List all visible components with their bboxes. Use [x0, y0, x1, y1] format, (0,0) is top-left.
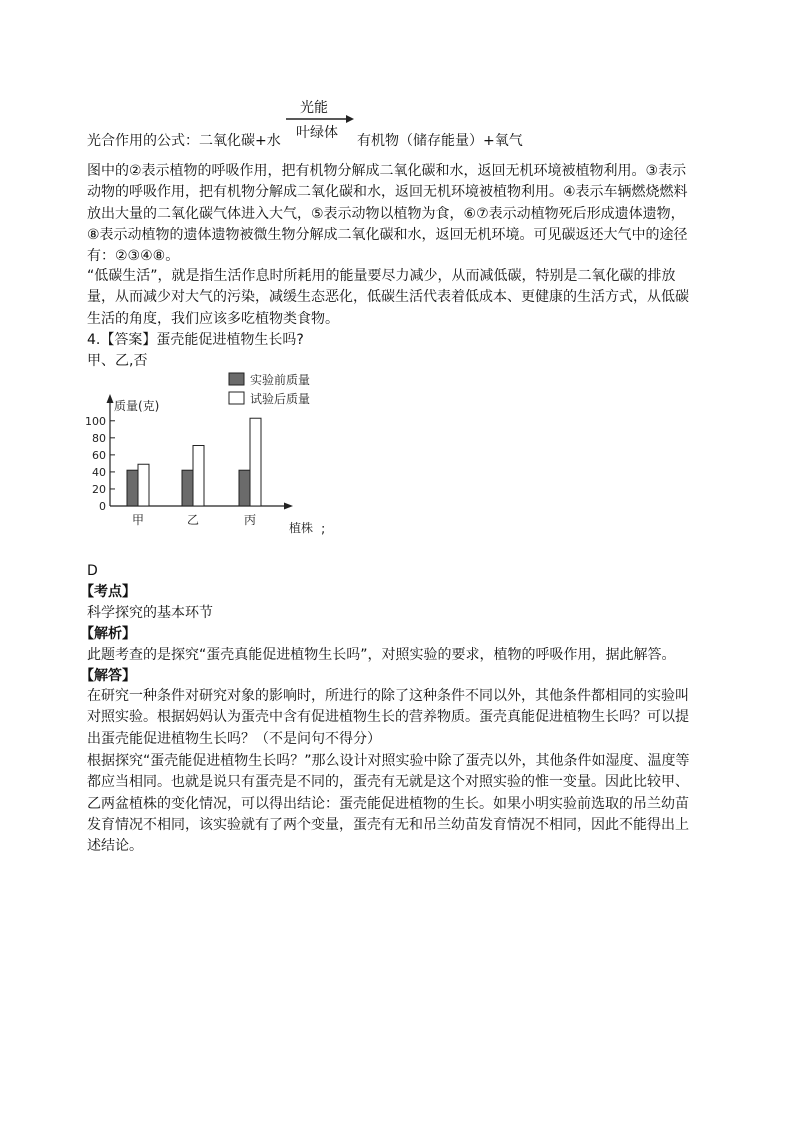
- jiexi-heading: 【解析】: [80, 626, 136, 642]
- y-axis-arrow-icon: [107, 394, 114, 403]
- bar-before: [239, 470, 250, 506]
- y-tick-label: 40: [92, 465, 106, 479]
- legend-swatch-after: [229, 392, 244, 404]
- answer-groups: 甲、乙,否: [87, 353, 148, 369]
- paragraph-low-carbon: [87, 266, 697, 330]
- x-axis-title: 植株: [289, 521, 314, 535]
- mass-bar-chart: [85, 366, 345, 538]
- bar-after: [250, 418, 261, 506]
- formula-below-arrow: 叶绿体: [296, 125, 338, 141]
- kaodian-text: 科学探究的基本环节: [87, 605, 213, 621]
- category-label: 乙: [186, 513, 200, 527]
- answer-line: 4.【答案】蛋壳能促进植物生长吗?: [87, 332, 304, 348]
- paragraph-carbon-cycle: [87, 161, 697, 267]
- formula-prefix: 光合作用的公式：二氧化碳+水: [87, 133, 281, 149]
- legend-swatch-before: [229, 373, 244, 385]
- y-tick-label: 0: [99, 500, 106, 513]
- category-label: 丙: [243, 513, 257, 527]
- bar-before: [127, 470, 138, 506]
- jieda-paragraph-2: [87, 751, 697, 857]
- legend-label-after: 试验后质量: [250, 392, 311, 406]
- answer-option: D: [87, 563, 98, 579]
- legend-label-before: 实验前质量: [250, 373, 311, 387]
- paragraph-text: 图中的②表示植物的呼吸作用，把有机物分解成二氧化碳和水，返回无机环境被植物利用。③表示动物的呼吸作用，把有机物分解成二氧化碳和水，返回无机环境被植物利用。④表示车辆燃烧燃料放出大量的二氧化碳气体进入大气，⑤表示动物以植物为食，⑥⑦表示动植物死后形成遗体遗物，⑧表示动植物的遗体遗物被微生物分解成二氧化碳和水，返回无机环境。可见碳返还大气中的途径有：②③④⑧。: [87, 163, 688, 265]
- paragraph-text: “低碳生活”，就是指生活作息时所耗用的能量要尽力减少，从而减低碳，特别是二氧化碳的排放量，从而减少对大气的污染，减缓生态恶化，低碳生活代表着低成本、更健康的生活方式，从低碳生活的角度，我们应该多吃植物类食物。: [87, 268, 689, 327]
- bar-after: [138, 464, 149, 506]
- formula-above-arrow: 光能: [300, 100, 328, 116]
- category-label: 甲: [131, 513, 145, 527]
- chart-semicolon: ;: [321, 522, 326, 537]
- y-axis-title: 质量(克): [114, 399, 160, 413]
- kaodian-heading: 【考点】: [80, 584, 136, 600]
- jieda-paragraph-1: [87, 686, 697, 750]
- bar-before: [182, 470, 193, 506]
- x-axis-arrow-icon: [284, 503, 293, 510]
- y-tick-label: 80: [92, 431, 106, 445]
- jieda-heading: 【解答】: [80, 668, 136, 684]
- jiexi-text: 此题考查的是探究“蛋壳真能促进植物生长吗”，对照实验的要求，植物的呼吸作用，据此解答。: [87, 647, 676, 663]
- y-tick-label: 60: [92, 448, 106, 462]
- y-tick-label: 100: [85, 414, 106, 428]
- paragraph-text: 在研究一种条件对研究对象的影响时，所进行的除了这种条件不同以外，其他条件都相同的实验叫对照实验。根据妈妈认为蛋壳中含有促进植物生长的营养物质。蛋壳真能促进植物生长吗？可以提出蛋壳能促进植物生长吗？（不是问句不得分）: [87, 688, 689, 747]
- paragraph-text: 根据探究“蛋壳能促进植物生长吗？”那么设计对照实验中除了蛋壳以外，其他条件如湿度、温度等都应当相同。也就是说只有蛋壳是不同的，蛋壳有无就是这个对照实验的惟一变量。因此比较甲、乙两盆植株的变化情况，可以得出结论：蛋壳能促进植物的生长。如果小明实验前选取的吊兰幼苗发育情况不相同，该实验就有了两个变量，蛋壳有无和吊兰幼苗发育情况不相同，因此不能得出上述结论。: [87, 753, 690, 855]
- bar-after: [193, 445, 204, 506]
- formula-suffix: 有机物（储存能量）+氧气: [357, 133, 523, 149]
- y-tick-label: 20: [92, 482, 106, 496]
